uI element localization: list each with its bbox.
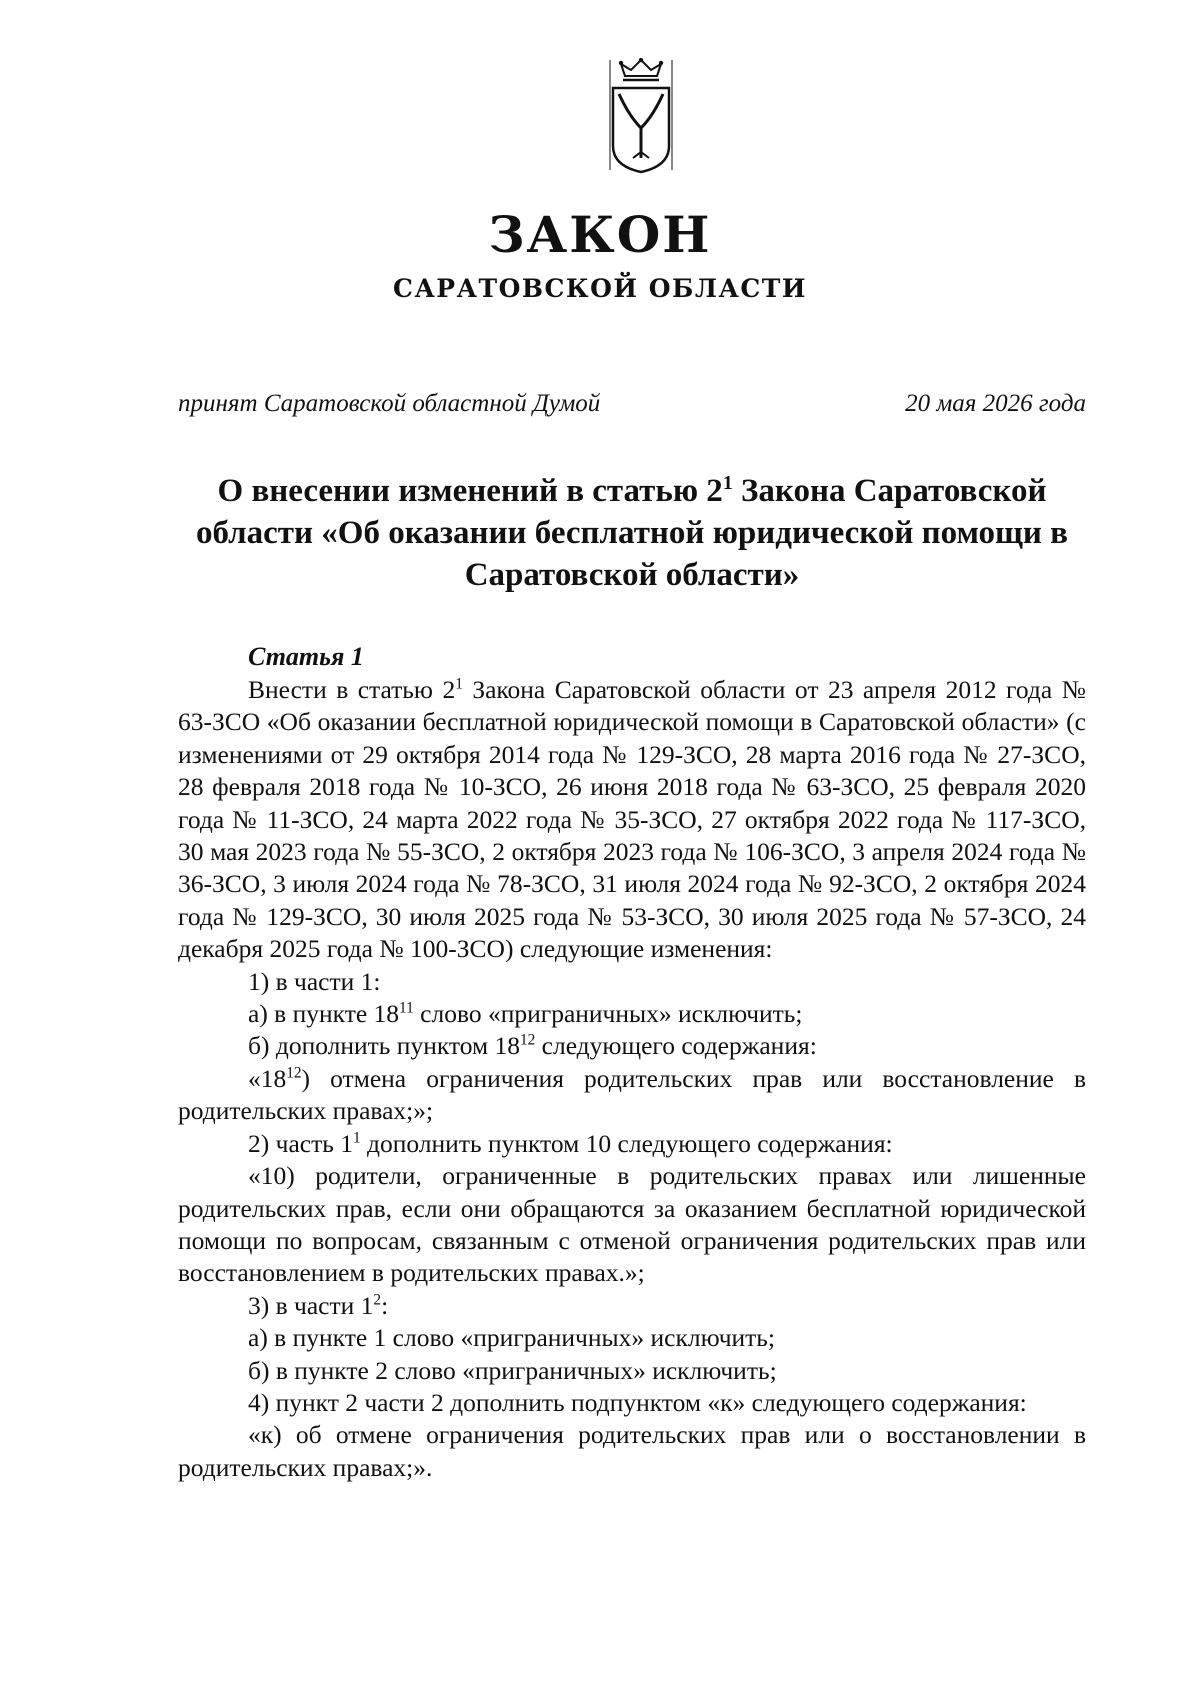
article-body bbox=[178, 674, 1086, 1484]
adopted-by: принят Саратовской областной Думой bbox=[178, 390, 601, 417]
paragraph: а) в пункте 1 слово «приграничных» исключить; bbox=[248, 1323, 776, 1353]
law-subtitle: САРАТОВСКОЙ ОБЛАСТИ bbox=[393, 274, 807, 303]
law-heading: О внесении изменений в статью $2^1$ Закона Саратовской области «Об оказании бесплатной юридической помощи в Саратовской области» bbox=[195, 472, 1069, 593]
paragraph: «к) об отмене ограничения родительских прав или о восстановлении в родительских правах;». bbox=[178, 1420, 1086, 1482]
adoption-line bbox=[178, 390, 1086, 418]
coat-of-arms-icon bbox=[607, 58, 675, 176]
adoption-date: 20 мая 2026 года bbox=[905, 390, 1086, 417]
paragraph: а) в пункте $18^{11}$ слово «приграничных» исключить; bbox=[248, 999, 803, 1029]
article-intro: Внести в статью $2^1$ Закона Саратовской области от 23 апреля 2012 года № 63-ЗСО «Об оказании бесплатной юридической помощи в Саратовской области» (с изменениями от 29 октября 2014 года № 129-ЗСО, 28 марта 2016 года № 27-ЗСО, 28 февраля 2018 года № 10-ЗСО, 26 июня 2018 года № 63-ЗСО, 25 февраля 2020 года № 11-ЗСО, 24 марта 2022 года № 35-ЗСО, 27 октября 2022 года № 117-ЗСО, 30 мая 2023 года № 55-ЗСО, 2 октября 2023 года № 106-ЗСО, 3 апреля 2024 года № 36-ЗСО, 3 июля 2024 года № 78-ЗСО, 31 июля 2024 года № 92-ЗСО, 2 октября 2024 года № 129-ЗСО, 30 июля 2025 года № 53-ЗСО, 30 июля 2025 года № 57-ЗСО, 24 декабря 2025 года № 100-ЗСО) следующие изменения: bbox=[178, 675, 1086, 964]
paragraph: б) в пункте 2 слово «приграничных» исключить; bbox=[248, 1355, 777, 1385]
paragraph: «$18^{12}$) отмена ограничения родительских прав или восстановление в родительских правах;»; bbox=[178, 1063, 1086, 1126]
paragraph: 2) часть $1^1$ дополнить пунктом 10 следующего содержания: bbox=[248, 1128, 893, 1158]
paragraph: 3) в части $1^2$: bbox=[248, 1290, 389, 1320]
law-title: ЗАКОН bbox=[488, 205, 712, 264]
article-title: Статья 1 bbox=[248, 642, 364, 671]
paragraph: 4) пункт 2 части 2 дополнить подпунктом «к» следующего содержания: bbox=[248, 1387, 1027, 1417]
paragraph: б) дополнить пунктом $18^{12}$ следующего содержания: bbox=[248, 1031, 817, 1061]
paragraph: 1) в части 1: bbox=[248, 966, 381, 996]
paragraph: «10) родители, ограниченные в родительских правах или лишенные родительских прав, если они обращаются за оказанием бесплатной юридической помощи по вопросам, связанным с отменой ограничения родительских прав или восстановлением в родительских правах.»; bbox=[178, 1161, 1086, 1288]
